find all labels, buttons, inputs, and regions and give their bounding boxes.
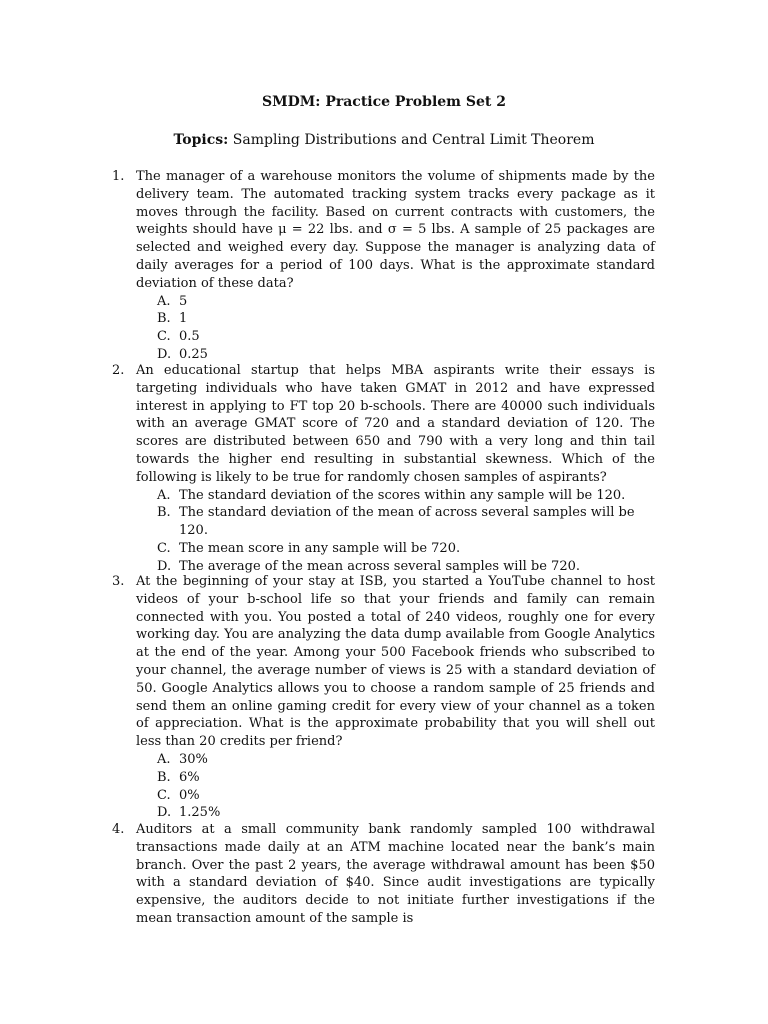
topics-text: Sampling Distributions and Central Limit Theorem [232, 132, 595, 148]
option-text: 1.25% [179, 805, 221, 821]
option-text: The mean score in any sample will be 720. [179, 540, 461, 556]
question-text: The manager of a warehouse monitors the volume of shipments made by the delivery team. The automated tracking system tracks every package as it moves through the facility. Based on current contracts with customers, the weights should have μ = 22 lbs. and σ = 5 lbs. A sample of 25 packages are selected and weighed every day. Suppose the manager is analyzing data of daily averages for a period of 100 days. What is the approximate standard deviation of these data? [136, 169, 655, 291]
question-text: Auditors at a small community bank randomly sampled 100 withdrawal transactions made daily at an ATM machine located near the bank’s main branch. Over the past 2 years, the average withdrawal amount has been $50 with a standard deviation of $40. Since audit investigations are typically expensive, the auditors decide to not initiate further investigations if the mean transaction amount of the sample is [136, 822, 655, 926]
option-text: 0% [179, 787, 200, 803]
option-letter: D. [157, 805, 172, 821]
option-letter: B. [157, 505, 171, 521]
answer-option [157, 804, 655, 822]
question-2 [112, 362, 655, 576]
topics-line [0, 131, 768, 149]
answer-options [157, 487, 655, 576]
answer-option [157, 540, 655, 558]
option-letter: C. [157, 329, 171, 345]
answer-option [157, 751, 655, 769]
option-letter: B. [157, 311, 171, 327]
question-text: At the beginning of your stay at ISB, you started a YouTube channel to host videos of your b-school life so that your friends and family can remain connected with you. You posted a total of 240 videos, roughly one for every working day. You are analyzing the data dump available from Google Analytics at the end of the year. Among your 500 Facebook friends who subscribed to your channel, the average number of views is 25 with a standard deviation of 50. Google Analytics allows you to choose a random sample of 25 friends and send them an online gaming credit for every view of your channel as a token of appreciation. What is the approximate probability that you will shell out less than 20 credits per friend? [136, 574, 655, 750]
option-text: The average of the mean across several samples will be 720. [179, 558, 580, 574]
answer-option [157, 787, 655, 805]
option-text: 1 [179, 311, 188, 327]
option-text: The standard deviation of the scores within any sample will be 120. [179, 487, 626, 503]
question-4 [112, 821, 655, 928]
page-title: SMDM: Practice Problem Set 2 [262, 94, 506, 110]
topics-label: Topics: [173, 132, 229, 148]
option-letter: A. [157, 487, 171, 503]
answer-option [157, 328, 655, 346]
option-text: 0.5 [179, 329, 200, 345]
question-number: 2. [112, 363, 125, 378]
option-text: 5 [179, 293, 188, 309]
option-letter: D. [157, 558, 172, 574]
question-text: An educational startup that helps MBA aspirants write their essays is targeting individuals who have taken GMAT in 2012 and have expressed interest in applying to FT top 20 b-schools. There are 40000 such individuals with an average GMAT score of 720 and a standard deviation of 120. The scores are distributed between 650 and 790 with a very long and thin tail towards the higher end resulting in substantial skewness. Which of the following is likely to be true for randomly chosen samples of aspirants? [136, 363, 655, 485]
answer-option [157, 310, 655, 328]
answer-options [157, 293, 655, 364]
option-letter: C. [157, 540, 171, 556]
option-text: 0.25 [179, 346, 208, 362]
option-letter: C. [157, 787, 171, 803]
question-3 [112, 573, 655, 822]
answer-options [157, 751, 655, 822]
answer-option [157, 769, 655, 787]
option-letter: B. [157, 769, 171, 785]
question-number: 4. [112, 822, 125, 837]
option-letter: D. [157, 346, 172, 362]
answer-option [157, 504, 655, 540]
answer-option [157, 487, 655, 505]
question-1 [112, 168, 655, 364]
option-letter: A. [157, 293, 171, 309]
question-number: 1. [112, 169, 125, 184]
option-text: 6% [179, 769, 200, 785]
option-letter: A. [157, 751, 171, 767]
option-text: 30% [179, 751, 208, 767]
answer-option [157, 293, 655, 311]
question-number: 3. [112, 574, 125, 589]
option-text: The standard deviation of the mean of across several samples will be 120. [179, 505, 635, 539]
